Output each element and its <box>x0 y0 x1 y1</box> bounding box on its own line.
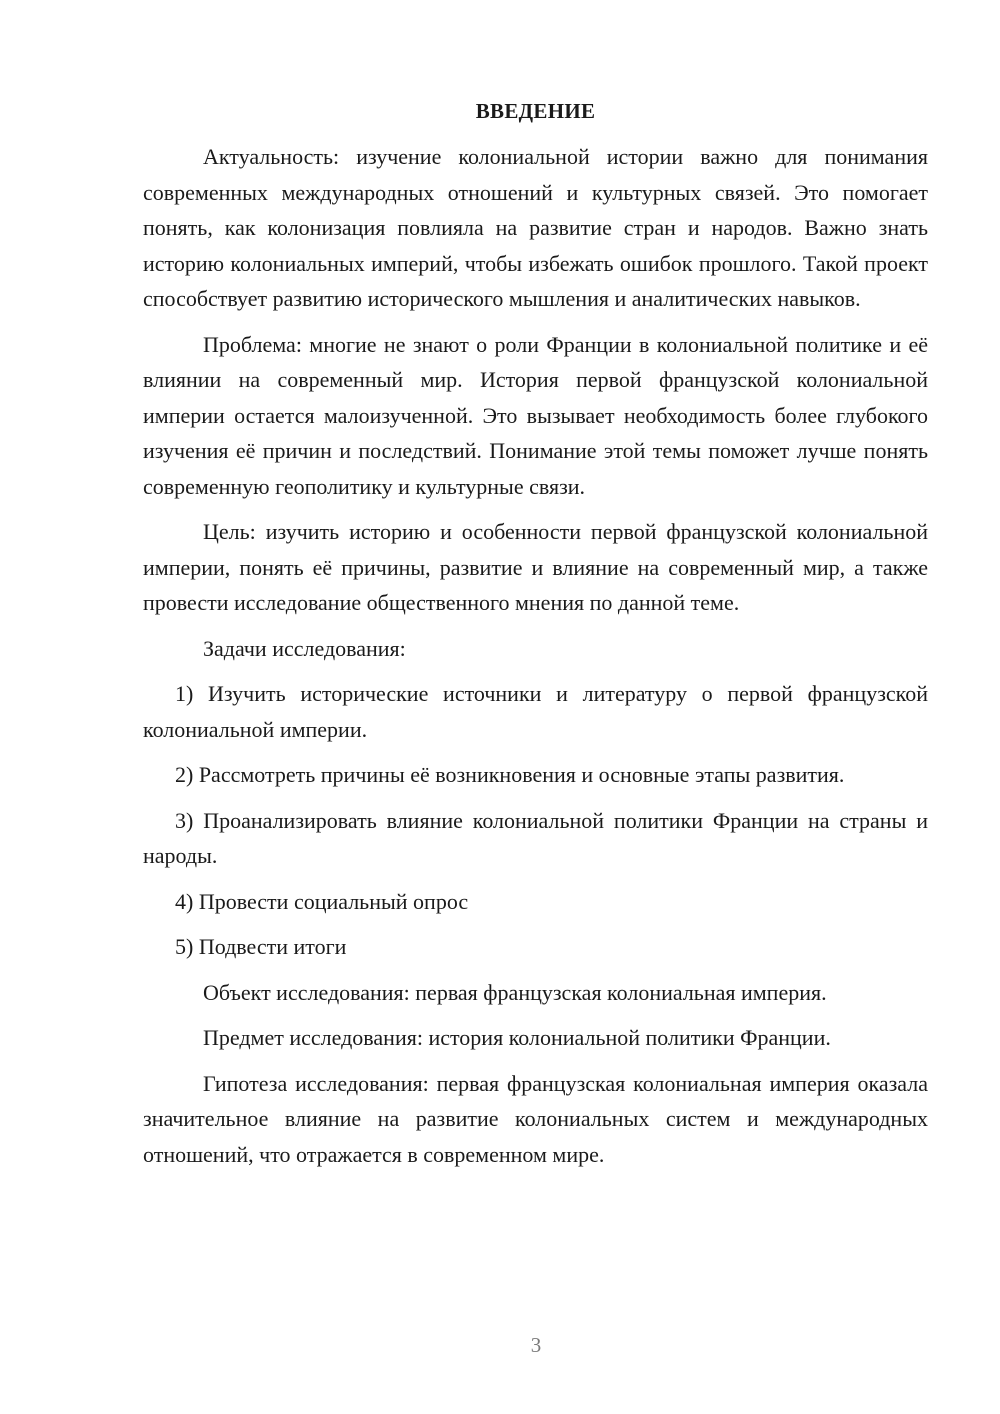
paragraph-subject: Предмет исследования: история колониальной политики Франции. <box>203 1025 831 1050</box>
page-title: ВВЕДЕНИЕ <box>475 99 596 123</box>
task-item-5: 5) Подвести итоги <box>175 934 347 959</box>
paragraph-goal: Цель: изучить историю и особенности первой французской колониальной империи, понять её причины, развитие и влияние на современный мир, а также провести исследование общественного мнения по данной теме. <box>143 519 928 615</box>
paragraph-object: Объект исследования: первая французская колониальная империя. <box>203 979 827 1005</box>
task-item-1: 1) Изучить исторические источники и литературу о первой французской колониальной империи. <box>143 681 928 742</box>
task-item-4: 4) Провести социальный опрос <box>175 888 469 914</box>
task-item-3: 3) Проанализировать влияние колониальной политики Франции на страны и народы. <box>143 807 928 868</box>
task-item-2: 2) Рассмотреть причины её возникновения и основные этапы развития. <box>175 762 845 787</box>
page-number: 3 <box>530 1333 542 1357</box>
paragraph-hypothesis: Гипотеза исследования: первая французская колониальная империя оказала значительное влияние на развитие колониальных систем и международных отношений, что отражается в современном мире. <box>143 1070 928 1167</box>
paragraph-relevance: Актуальность: изучение колониальной истории важно для понимания современных международных отношений и культурных связей. Это помогает понять, как колонизация повлияла на развитие стран и народов. Важно знать историю колониальных империй, чтобы избежать ошибок прошлого. Такой проект способствует развитию исторического мышления и аналитических навыков. <box>143 144 928 311</box>
tasks-heading: Задачи исследования: <box>203 635 406 661</box>
paragraph-problem: Проблема: многие не знают о роли Франции в колониальной политике и её влиянии на современный мир. История первой французской колониальной империи остается малоизученной. Это вызывает необходимость более глубокого изучения её причин и последствий. Понимание этой темы поможет лучше понять современную геополитику и культурные связи. <box>143 331 928 499</box>
document-body <box>143 96 928 1182</box>
